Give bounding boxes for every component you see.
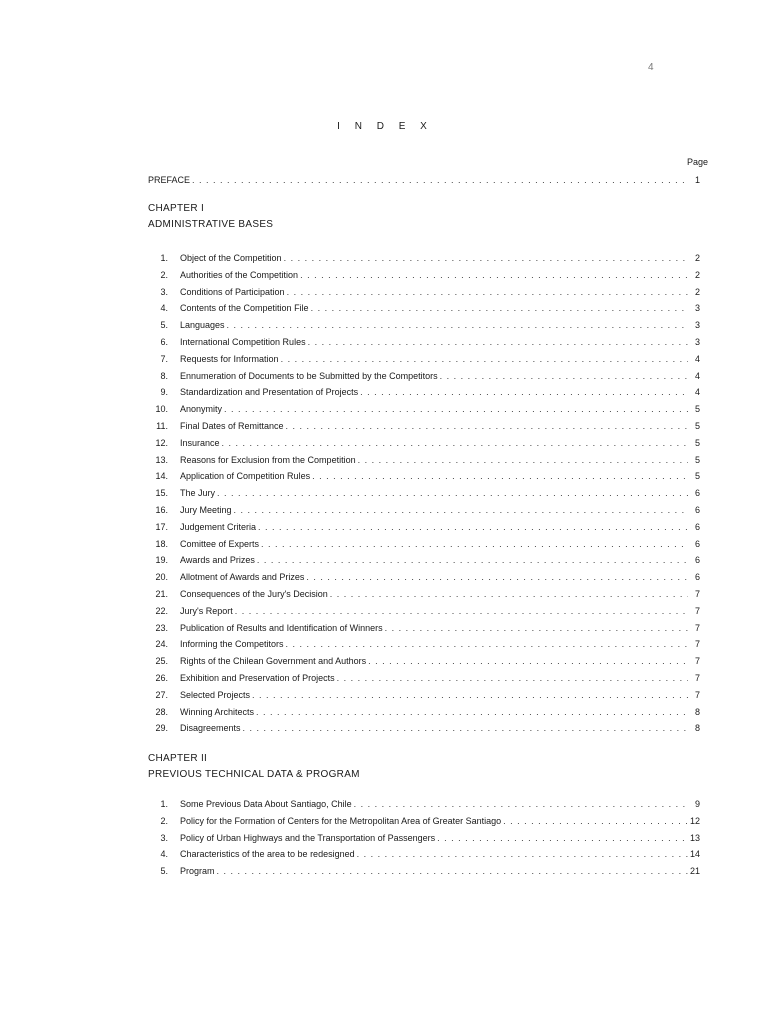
entry-title: Rights of the Chilean Government and Authors xyxy=(180,656,367,667)
chapter2-subheading: PREVIOUS TECHNICAL DATA & PROGRAM xyxy=(148,769,360,780)
entry-title: Final Dates of Remittance xyxy=(180,421,284,431)
entry-number: 18. xyxy=(155,538,168,549)
entry-page: 7 xyxy=(694,639,700,650)
entry-number: 5. xyxy=(160,866,168,877)
entry-page: 2 xyxy=(694,253,700,263)
toc-entry xyxy=(148,437,700,449)
entry-title: International Competition Rules xyxy=(180,337,306,347)
leader-dots xyxy=(437,832,688,844)
entry-number: 14. xyxy=(155,471,168,482)
toc-entry xyxy=(148,454,700,466)
entry-title: Reasons for Exclusion from the Competition xyxy=(180,454,356,465)
toc-entry xyxy=(148,605,700,617)
entry-number: 5. xyxy=(160,320,168,331)
entry-number: 24. xyxy=(155,639,168,650)
leader-dots xyxy=(235,605,688,617)
entry-page: 5 xyxy=(694,437,700,448)
entry-title: Disagreements xyxy=(180,723,241,734)
toc-entry xyxy=(148,832,700,844)
entry-title: Contents of the Competition File xyxy=(180,303,309,314)
leader-dots xyxy=(337,672,688,684)
entry-title: Requests for Information xyxy=(180,353,279,364)
leader-dots xyxy=(217,865,688,877)
leader-dots xyxy=(368,655,688,667)
entry-number: 21. xyxy=(155,589,168,599)
entry-number: 10. xyxy=(155,404,168,415)
entry-number: 26. xyxy=(155,673,168,683)
entry-number: 17. xyxy=(155,521,168,532)
toc-entry xyxy=(148,370,700,382)
entry-page: 4 xyxy=(694,387,700,398)
preface-entry xyxy=(148,174,700,186)
toc-entry xyxy=(148,848,700,860)
leader-dots xyxy=(385,622,688,634)
entry-page: 2 xyxy=(694,286,700,297)
entry-page: 5 xyxy=(694,421,700,431)
entry-page: 7 xyxy=(694,589,700,599)
entry-title: Policy of Urban Highways and the Transportation of Passengers xyxy=(180,832,436,843)
page-column-label: Page xyxy=(686,157,708,167)
entry-title: Allotment of Awards and Prizes xyxy=(180,572,305,583)
toc-entry xyxy=(148,622,700,634)
entry-title: Publication of Results and Identification of Winners xyxy=(180,622,383,633)
entry-page: 7 xyxy=(694,622,700,633)
toc-entry xyxy=(148,336,700,348)
entry-page: 3 xyxy=(694,337,700,347)
leader-dots xyxy=(330,588,688,600)
entry-title: Jury Meeting xyxy=(180,505,232,515)
entry-number: 6. xyxy=(160,337,168,347)
entry-title: Selected Projects xyxy=(180,689,251,700)
entry-page: 12 xyxy=(689,815,700,826)
entry-title: Conditions of Participation xyxy=(180,286,285,297)
entry-number: 22. xyxy=(155,605,168,616)
toc-entry xyxy=(148,798,700,810)
entry-number: 11. xyxy=(156,421,168,431)
leader-dots xyxy=(234,504,688,516)
entry-title: Consequences of the Jury's Decision xyxy=(180,589,328,599)
toc-entry xyxy=(148,470,700,482)
entry-page: 4 xyxy=(694,370,700,381)
entry-number: 8. xyxy=(160,370,168,381)
entry-page: 8 xyxy=(694,723,700,734)
entry-number: 29. xyxy=(155,723,168,734)
entry-page: 9 xyxy=(694,799,700,809)
toc-entry xyxy=(148,588,700,600)
entry-title: Awards and Prizes xyxy=(180,555,255,566)
entry-number: 13. xyxy=(155,454,168,465)
entry-title: The Jury xyxy=(180,488,216,499)
leader-dots xyxy=(261,538,688,550)
leader-dots xyxy=(287,286,688,298)
toc-entry xyxy=(148,706,700,718)
leader-dots xyxy=(360,386,688,398)
entry-page: 6 xyxy=(694,521,700,532)
entry-page: 7 xyxy=(694,673,700,683)
entry-number: 15. xyxy=(155,488,168,499)
entry-number: 4. xyxy=(160,849,168,860)
entry-number: 2. xyxy=(160,269,168,280)
toc-entry xyxy=(148,521,700,533)
entry-number: 20. xyxy=(155,572,168,583)
leader-dots xyxy=(256,706,688,718)
leader-dots xyxy=(306,571,688,583)
entry-title: Exhibition and Preservation of Projects xyxy=(180,673,335,683)
entry-title: Ennumeration of Documents to be Submitted by the Competitors xyxy=(180,370,438,381)
leader-dots xyxy=(252,689,688,701)
leader-dots xyxy=(192,174,688,186)
leader-dots xyxy=(243,722,688,734)
entry-page: 6 xyxy=(694,572,700,583)
toc-entry xyxy=(148,689,700,701)
chapter1-subheading: ADMINISTRATIVE BASES xyxy=(148,219,274,230)
entry-title: Languages xyxy=(180,320,225,331)
toc-entry xyxy=(148,269,700,281)
toc-entry xyxy=(148,722,700,734)
preface-label: PREFACE xyxy=(148,175,191,185)
toc-entry xyxy=(148,655,700,667)
entry-page: 3 xyxy=(694,303,700,314)
entry-page: 4 xyxy=(694,353,700,364)
entry-number: 27. xyxy=(155,689,168,700)
entry-number: 1. xyxy=(160,253,168,263)
entry-title: Anonymity xyxy=(180,404,223,415)
entry-page: 5 xyxy=(694,404,700,415)
leader-dots xyxy=(358,454,688,466)
entry-number: 23. xyxy=(155,622,168,633)
entry-page: 6 xyxy=(694,505,700,515)
entry-title: Insurance xyxy=(180,437,220,448)
toc-entry xyxy=(148,504,700,516)
leader-dots xyxy=(311,302,688,314)
entry-title: Jury's Report xyxy=(180,605,233,616)
entry-page: 8 xyxy=(694,706,700,717)
entry-number: 7. xyxy=(160,353,168,364)
entry-title: Authorities of the Competition xyxy=(180,269,299,280)
entry-number: 16. xyxy=(155,505,168,515)
entry-page: 6 xyxy=(694,488,700,499)
toc-entry xyxy=(148,638,700,650)
toc-entry xyxy=(148,302,700,314)
entry-title: Winning Architects xyxy=(180,706,255,717)
entry-page: 7 xyxy=(694,656,700,667)
page-number-mark: 4 xyxy=(648,62,654,73)
toc-entry xyxy=(148,420,700,432)
leader-dots xyxy=(217,487,688,499)
entry-page: 5 xyxy=(694,454,700,465)
entry-number: 19. xyxy=(155,555,168,566)
toc-entry xyxy=(148,286,700,298)
entry-number: 4. xyxy=(160,303,168,314)
toc-entry xyxy=(148,403,700,415)
entry-title: Standardization and Presentation of Projects xyxy=(180,387,359,398)
entry-number: 3. xyxy=(160,286,168,297)
entry-title: Judgement Criteria xyxy=(180,521,257,532)
preface-page: 1 xyxy=(694,175,700,185)
leader-dots xyxy=(222,437,688,449)
entry-number: 25. xyxy=(155,656,168,667)
leader-dots xyxy=(440,370,688,382)
entry-page: 3 xyxy=(694,320,700,331)
toc-entry xyxy=(148,672,700,684)
leader-dots xyxy=(257,554,688,566)
toc-entry xyxy=(148,319,700,331)
entry-title: Policy for the Formation of Centers for the Metropolitan Area of Greater Santiago xyxy=(180,815,502,826)
toc-entry xyxy=(148,487,700,499)
entry-page: 6 xyxy=(694,555,700,566)
leader-dots xyxy=(354,798,688,810)
entry-number: 2. xyxy=(160,815,168,826)
leader-dots xyxy=(258,521,688,533)
entry-page: 6 xyxy=(694,538,700,549)
entry-title: Object of the Competition xyxy=(180,253,282,263)
entry-page: 14 xyxy=(689,849,700,860)
leader-dots xyxy=(312,470,688,482)
leader-dots xyxy=(286,420,688,432)
entry-title: Comittee of Experts xyxy=(180,538,260,549)
leader-dots xyxy=(300,269,688,281)
entry-page: 7 xyxy=(694,689,700,700)
chapter2-heading: CHAPTER II xyxy=(148,753,208,764)
entry-title: Informing the Competitors xyxy=(180,639,284,650)
entry-title: Program xyxy=(180,866,215,877)
leader-dots xyxy=(503,815,688,827)
leader-dots xyxy=(227,319,688,331)
entry-title: Characteristics of the area to be redesigned xyxy=(180,849,355,860)
toc-entry xyxy=(148,386,700,398)
index-title: I N D E X xyxy=(337,121,433,132)
leader-dots xyxy=(281,353,688,365)
toc-entry xyxy=(148,554,700,566)
entry-page: 5 xyxy=(694,471,700,482)
toc-entry xyxy=(148,252,700,264)
toc-entry xyxy=(148,571,700,583)
leader-dots xyxy=(284,252,688,264)
entry-number: 28. xyxy=(155,706,168,717)
entry-number: 3. xyxy=(160,832,168,843)
entry-page: 21 xyxy=(689,866,700,877)
entry-title: Application of Competition Rules xyxy=(180,471,311,482)
toc-entry xyxy=(148,815,700,827)
toc-entry xyxy=(148,538,700,550)
entry-number: 9. xyxy=(160,387,168,398)
entry-title: Some Previous Data About Santiago, Chile xyxy=(180,799,352,809)
toc-entry xyxy=(148,865,700,877)
entry-page: 13 xyxy=(689,832,700,843)
chapter1-heading: CHAPTER I xyxy=(148,203,205,214)
leader-dots xyxy=(357,848,688,860)
leader-dots xyxy=(224,403,688,415)
toc-entry xyxy=(148,353,700,365)
entry-page: 7 xyxy=(694,605,700,616)
leader-dots xyxy=(286,638,688,650)
entry-page: 2 xyxy=(694,269,700,280)
entry-number: 12. xyxy=(155,437,168,448)
leader-dots xyxy=(308,336,688,348)
entry-number: 1. xyxy=(160,799,168,809)
